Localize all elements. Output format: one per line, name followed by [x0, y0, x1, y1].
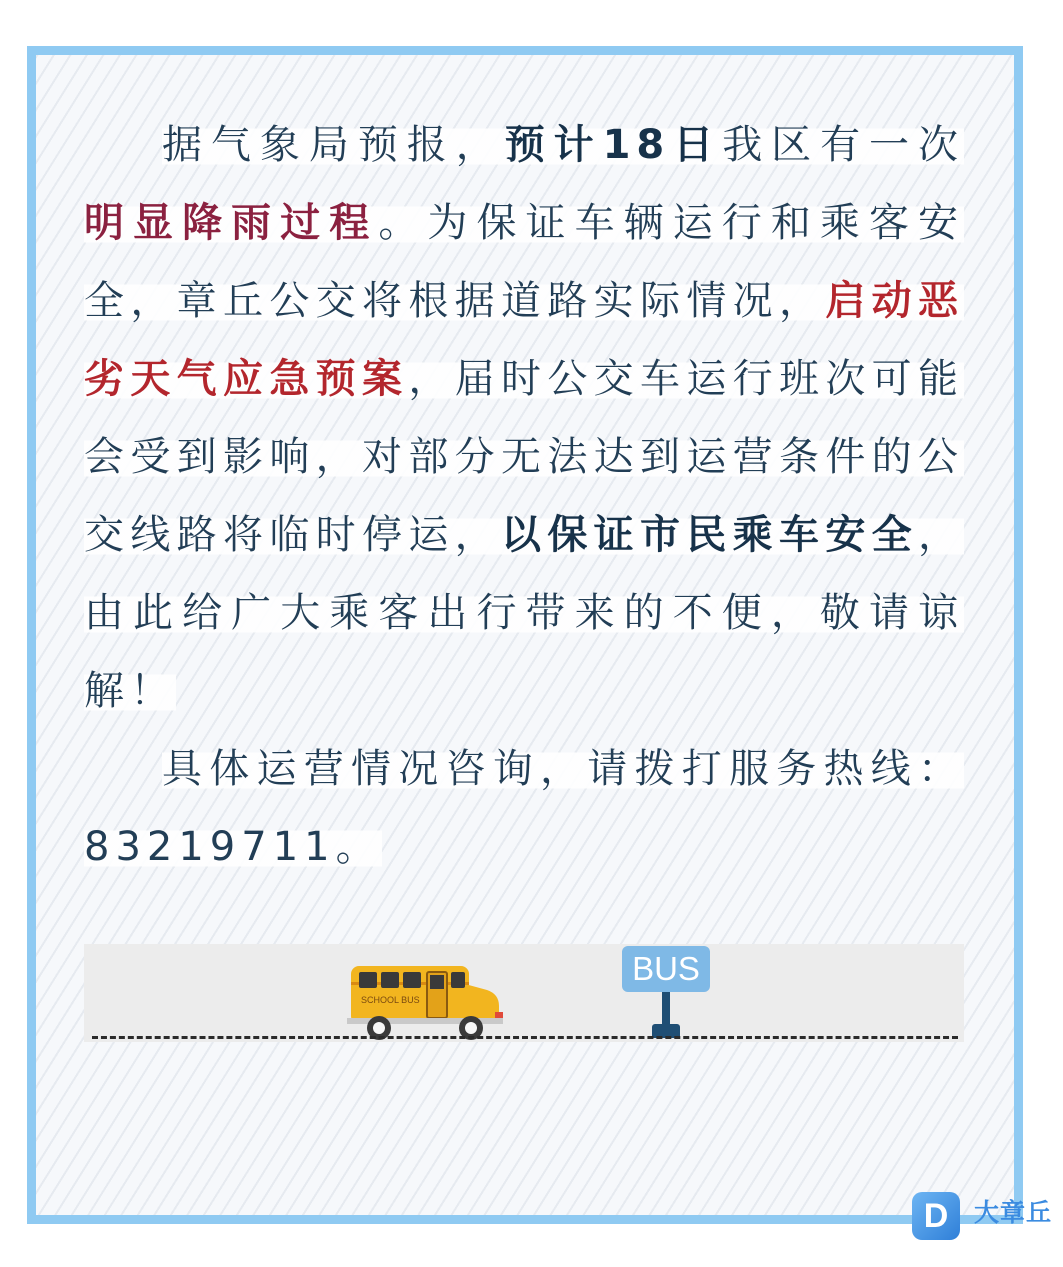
notice-text-mid: 我区有一次: [722, 122, 965, 168]
notice-text-4: ，由此给广大乘客出行带来的不便，敬请谅解！: [84, 512, 964, 714]
logo-icon: D: [912, 1192, 960, 1240]
bus-stop-label: BUS: [622, 946, 710, 992]
rain-event-highlight: 明显降雨过程: [84, 200, 379, 246]
hotline-text: 具体运营情况咨询，请拨打服务热线：83219711。: [84, 746, 964, 870]
notice-paragraph-2: [84, 730, 964, 886]
da-zhangqiu-logo: [912, 1192, 1062, 1244]
emergency-plan-highlight: 启动恶劣天气应急预案: [84, 278, 965, 402]
notice-text-3: ，届时公交车运行班次可能会受到影响，对部分无法达到运营条件的公交线路将临时停运，: [84, 356, 965, 558]
logo-name: 大章丘: [974, 1198, 1053, 1227]
bus-label: SCHOOL BUS: [361, 995, 420, 1005]
road-illustration: [84, 944, 964, 1042]
bus-stop-pole: [662, 992, 670, 1026]
school-bus-icon: [347, 962, 507, 1042]
notice-text: [84, 106, 964, 886]
road-dashed-line: [92, 1036, 958, 1039]
notice-paragraph-1: [84, 106, 964, 730]
safety-highlight: 以保证市民乘车安全: [501, 512, 918, 558]
notice-text-2: 。为保证车辆运行和乘客安全，章丘公交将根据道路实际情况，: [84, 200, 965, 324]
notice-lead: 据气象局预报，: [162, 122, 505, 168]
forecast-date-highlight: 预计18日: [504, 122, 723, 168]
bus-stop-sign: [622, 946, 712, 1040]
